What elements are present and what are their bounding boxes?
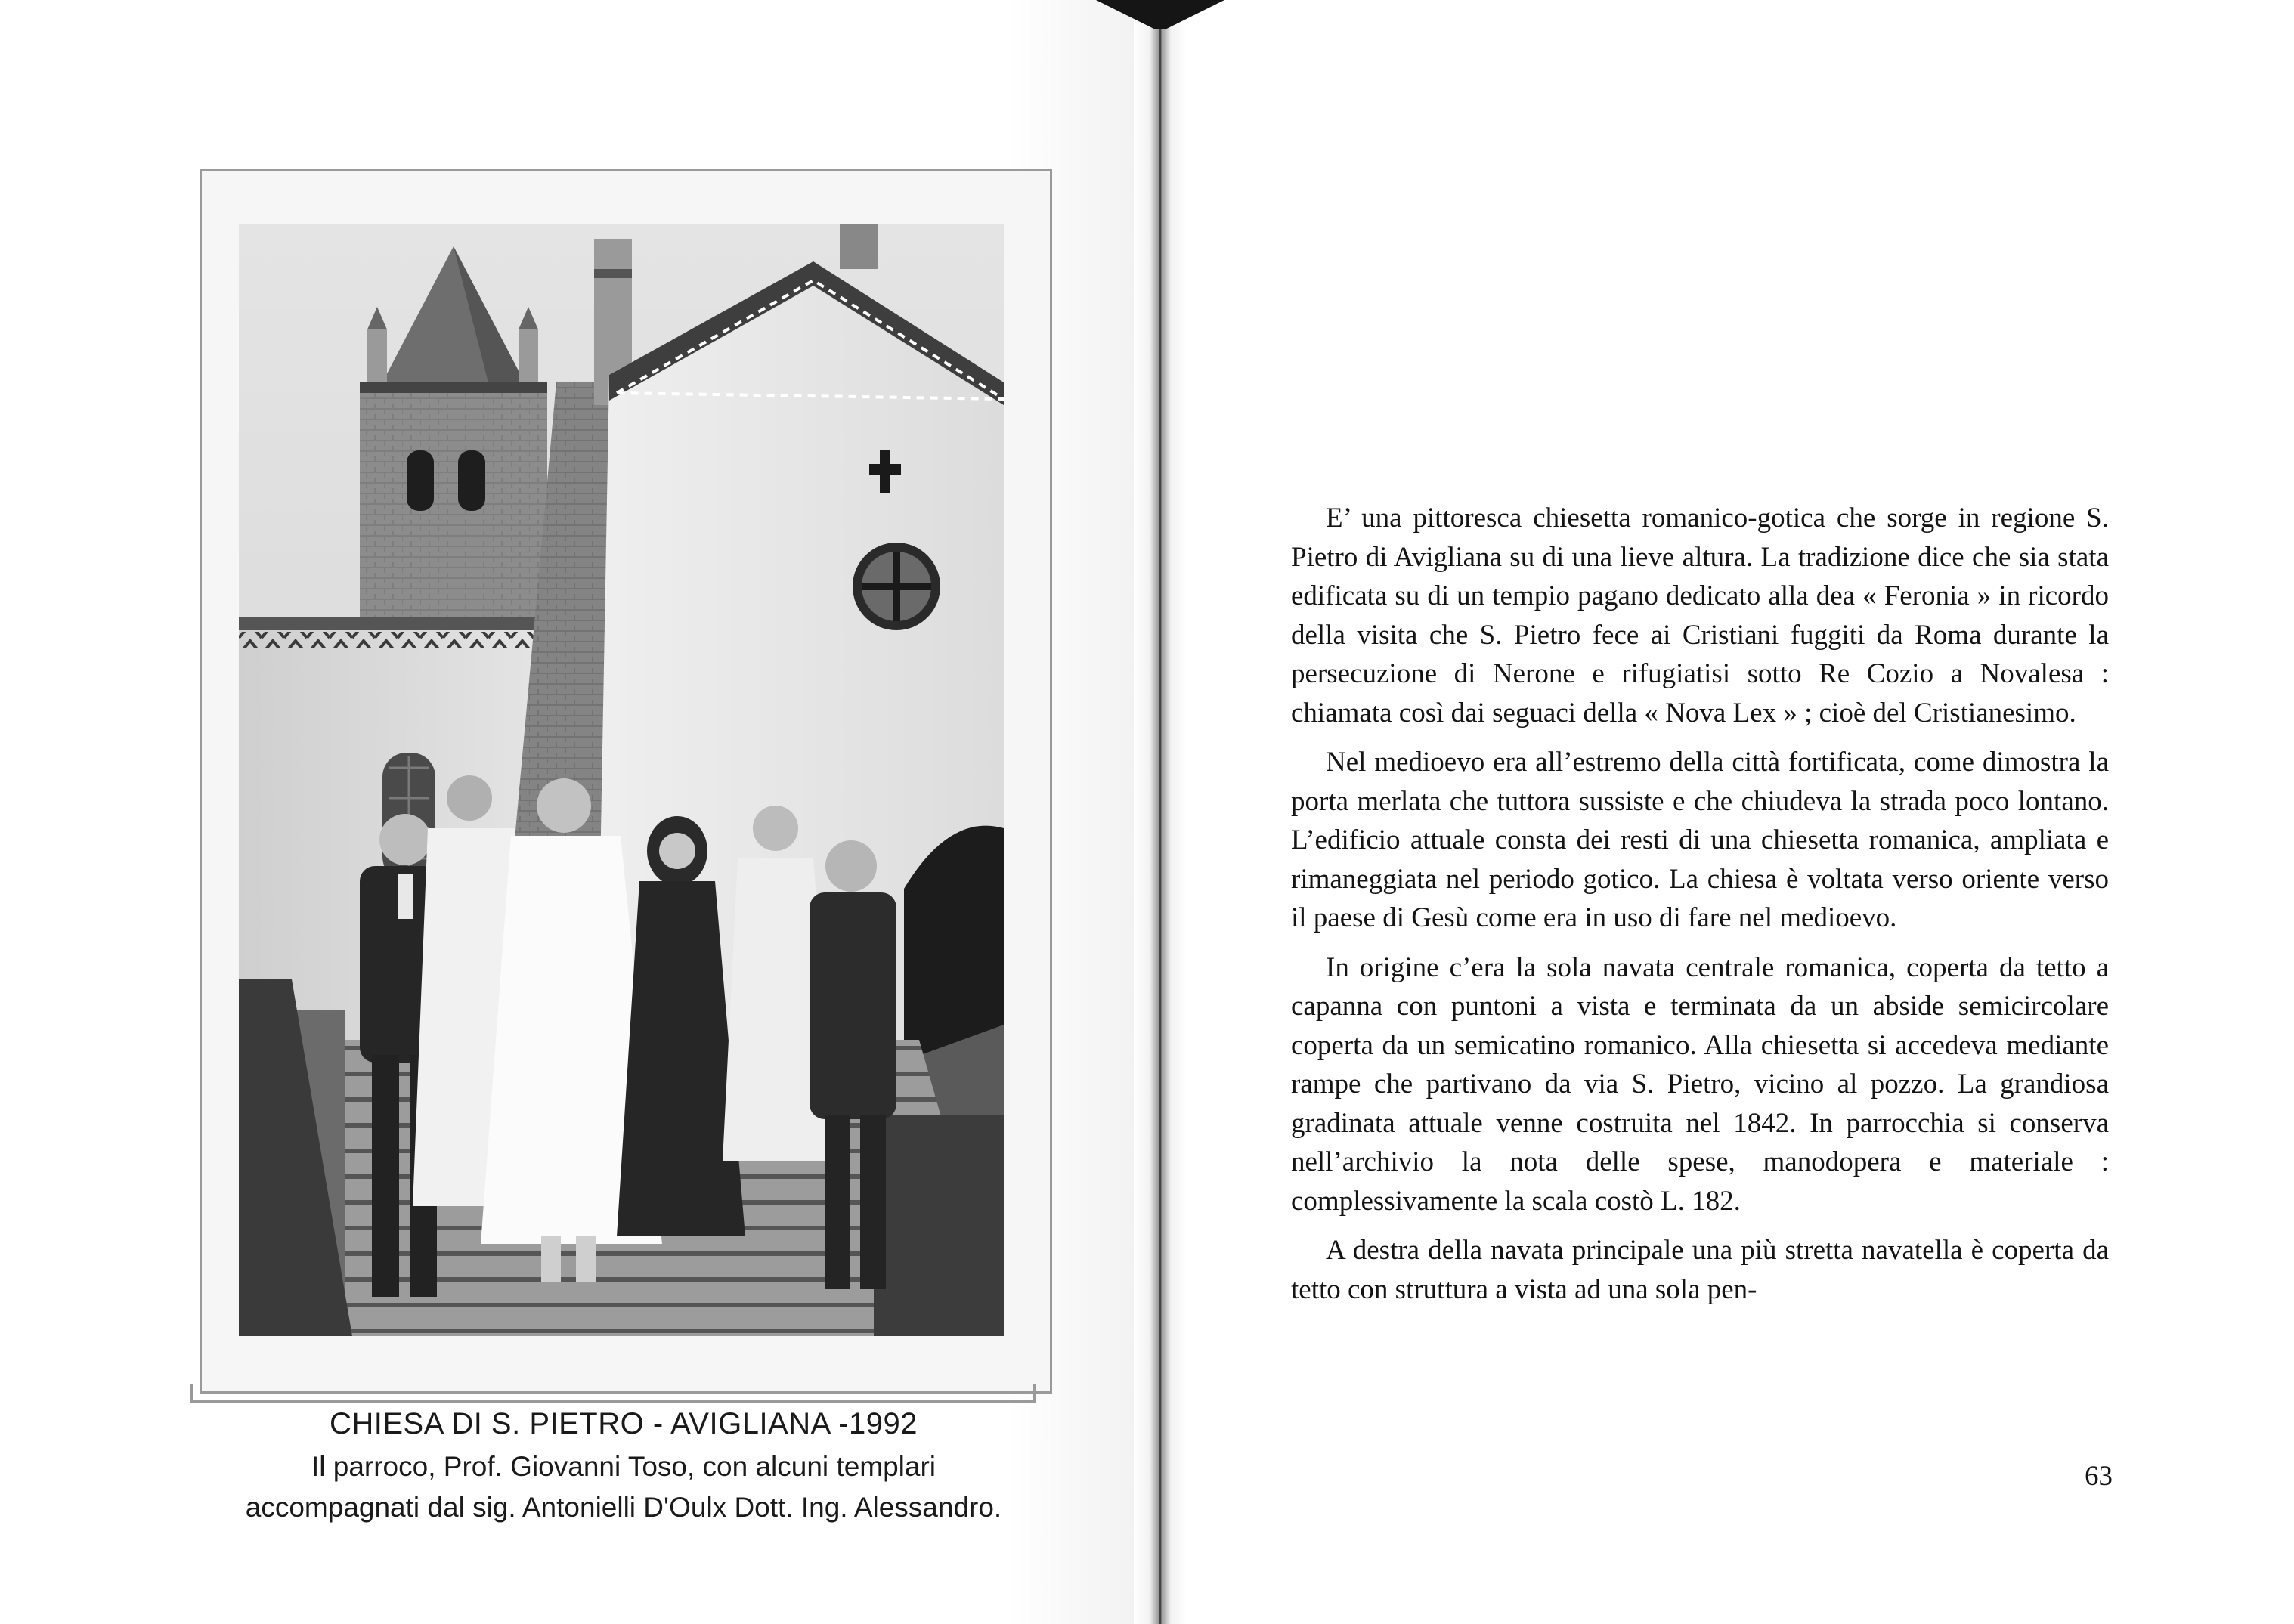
caption-line-1: Il parroco, Prof. Giovanni Toso, con alcuni templari [311, 1451, 936, 1482]
paragraph-4: A destra della navata principale una più stretta navatella è coperta da tetto con struttura a vista ad una sola pen- [1291, 1235, 2109, 1305]
caption-title: CHIESA DI S. PIETRO - AVIGLIANA -1992 [329, 1407, 918, 1440]
paragraph-1: E’ una pittoresca chiesetta romanico-gotica che sorge in regione S. Pietro di Avigliana su di una lieve altura. La tradizione dice che sia stata edificata su di un tempio pagano dedicato alla dea « Feronia » in ricordo della visita che S. Pietro fece ai Cristiani fuggiti da Roma durante la persecuzione di Nerone e rifugiatisi sotto Re Cozio a Novalesa : chiamata così dai seguaci della « Nova Lex » ; cioè del Cristianesimo. [1291, 503, 2109, 728]
body-text [1291, 499, 2109, 1319]
paragraph-3: In origine c’era la sola navata centrale romanica, coperta da tetto a capanna con puntoni a vista e terminata da un abside semicircolare coperta da un semicatino romanico. Alla chiesetta si accedeva mediante rampe che partivano da via S. Pietro, vicino al pozzo. La grandiosa gradinata attuale venne costruita nel 1842. In parrocchia si conserva nell’archivio la nota delle spese, manodopera e materiale : complessivamente la scala costò L. 182. [1291, 951, 2109, 1217]
photo-frame-shadow [190, 1384, 1036, 1403]
caption-line-2: accompagnati dal sig. Antonielli D'Oulx Dott. Ing. Alessandro. [245, 1492, 1002, 1523]
church-photograph [239, 224, 1004, 1336]
paragraph-2: Nel medioevo era all’estremo della città fortificata, come dimostra la porta merlata che tuttora sussiste e che chiudeva la strada poco lontano. L’edificio attuale consta dei resti di una chiesetta romanica, ampliata e rimaneggiata nel periodo gotico. La chiesa è voltata verso oriente verso il paese di Gesù come era in uso di fare nel medioevo. [1291, 747, 2109, 933]
church-photograph-illustration [239, 224, 1004, 1336]
book-spine [1134, 0, 1187, 1624]
page-number: 63 [2085, 1461, 2113, 1492]
photo-caption [204, 1401, 1043, 1528]
